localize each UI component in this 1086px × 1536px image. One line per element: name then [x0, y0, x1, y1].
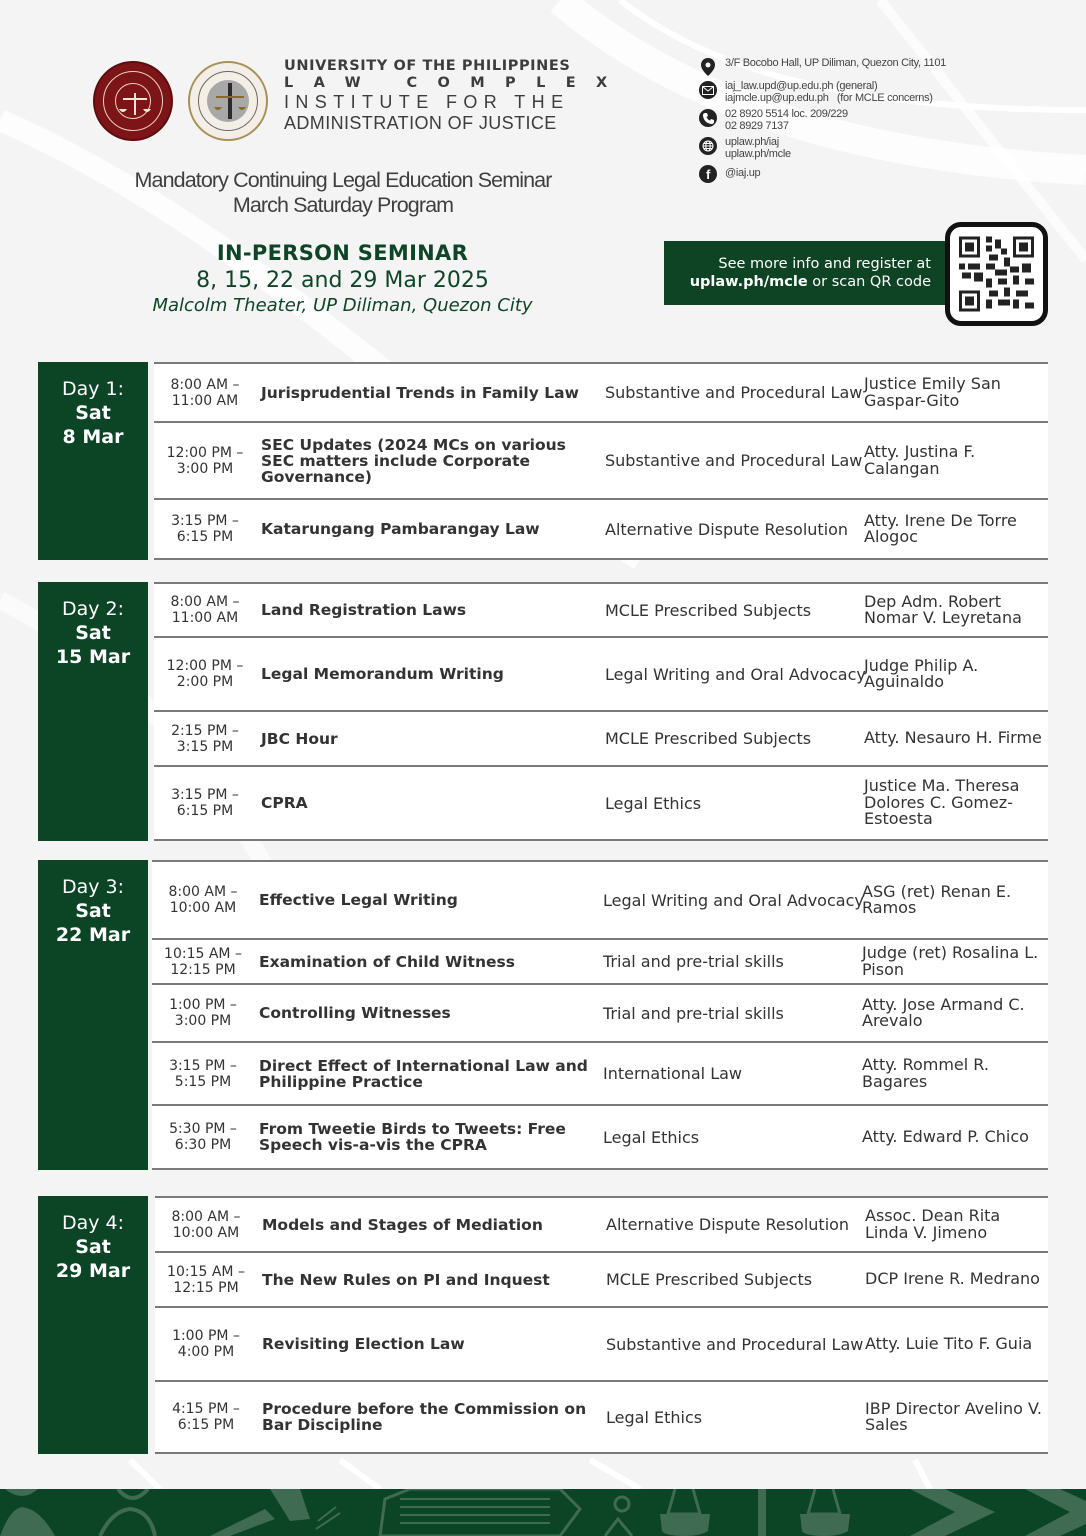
session-time: 3:15 PM – 5:15 PM	[169, 1057, 237, 1090]
globe-icon	[699, 137, 717, 155]
session-category: Legal Ethics	[603, 1127, 700, 1147]
session-speaker: DCP Irene R. Medrano	[865, 1269, 1040, 1289]
law-center-seal-icon	[188, 61, 268, 141]
org-line-3: INSTITUTE FOR THE	[284, 92, 570, 112]
location-pin-icon	[699, 58, 717, 76]
chevron-right-icon	[910, 1489, 1086, 1536]
day-2-sessions	[154, 582, 1048, 841]
session-category: Substantive and Procedural Law	[606, 1334, 864, 1354]
session-topic: Controlling Witnesses	[259, 1004, 451, 1022]
seminar-info	[80, 240, 605, 318]
day-3-label	[38, 860, 148, 1170]
session-topic: The New Rules on PI and Inquest	[262, 1270, 550, 1289]
session-row	[154, 584, 1048, 638]
phone-icon	[699, 109, 717, 127]
session-row	[154, 712, 1048, 767]
session-time: 8:00 AM – 10:00 AM	[168, 884, 238, 916]
day-1-sessions	[154, 362, 1048, 560]
session-topic: Effective Legal Writing	[259, 891, 458, 909]
session-time: 8:00 AM – 11:00 AM	[170, 594, 240, 626]
session-topic: Revisiting Election Law	[262, 1335, 465, 1353]
family-icon	[0, 1489, 155, 1536]
day-4-label	[38, 1196, 148, 1454]
register-link[interactable]: uplaw.ph/mcle	[689, 274, 808, 290]
day-number: Day 3:	[61, 876, 125, 898]
session-time: 12:00 PM – 2:00 PM	[166, 658, 244, 690]
session-topic: Jurisprudential Trends in Family Law	[261, 383, 579, 402]
website-iaj-link[interactable]: uplaw.ph/iaj	[725, 136, 779, 148]
contact-web	[699, 137, 1029, 160]
university-seal-icon	[93, 61, 173, 141]
session-row	[155, 1198, 1048, 1253]
gavel-icon	[210, 1489, 340, 1536]
session-category: Legal Ethics	[605, 793, 702, 813]
session-time: 2:15 PM – 3:15 PM	[171, 722, 239, 755]
register-line-2	[664, 273, 931, 291]
contact-facebook	[699, 165, 1029, 183]
session-category: MCLE Prescribed Subjects	[605, 729, 812, 748]
email-general-link[interactable]: iaj_law.upd@up.edu.ph (general)	[725, 80, 878, 92]
session-category: MCLE Prescribed Subjects	[606, 1270, 813, 1289]
session-row	[155, 1382, 1048, 1454]
session-topic: From Tweetie Birds to Tweets: Free Speech vis-a-vis the CPRA	[259, 1120, 566, 1154]
session-speaker: Dep Adm. Robert Nomar V. Leyretana	[864, 591, 1022, 627]
session-row	[152, 1043, 1048, 1106]
session-topic: JBC Hour	[261, 729, 338, 748]
session-time: 3:15 PM – 6:15 PM	[171, 787, 239, 819]
session-speaker: Assoc. Dean Rita Linda V. Jimeno	[865, 1206, 1001, 1242]
session-row	[152, 940, 1048, 985]
session-time: 1:00 PM – 3:00 PM	[169, 997, 237, 1029]
program-subtitle	[60, 168, 626, 218]
session-speaker: Atty. Irene De Torre Alogoc	[864, 510, 1017, 546]
session-category: Legal Writing and Oral Advocacy	[603, 890, 864, 910]
session-time: 10:15 AM – 12:15 PM	[167, 1263, 245, 1296]
session-speaker: Judge Philip A. Aguinaldo	[864, 655, 979, 691]
session-speaker: Atty. Nesauro H. Firme	[864, 728, 1042, 748]
session-row	[152, 1106, 1048, 1170]
day-number: Day 2:	[61, 598, 125, 620]
website-mcle-link[interactable]: uplaw.ph/mcle	[725, 147, 791, 160]
organization-name	[284, 58, 628, 134]
seminar-type: IN-PERSON SEMINAR	[216, 241, 469, 265]
session-time: 8:00 AM – 10:00 AM	[171, 1208, 241, 1241]
session-speaker: Atty. Rommel R. Bagares	[862, 1055, 989, 1091]
session-speaker: Atty. Luie Tito F. Guia	[865, 1333, 1033, 1353]
session-row	[154, 767, 1048, 841]
session-row	[155, 1253, 1048, 1308]
scales-of-justice-icon	[660, 1489, 850, 1536]
org-line-1: UNIVERSITY OF THE PHILIPPINES	[284, 58, 571, 74]
session-speaker: Atty. Edward P. Chico	[862, 1126, 1029, 1146]
session-speaker: Atty. Justina F. Calangan	[864, 442, 976, 478]
day-date: 29 Mar	[55, 1260, 131, 1282]
day-number: Day 1:	[61, 378, 125, 400]
session-topic: Legal Memorandum Writing	[261, 665, 504, 683]
session-category: Trial and pre-trial skills	[603, 952, 784, 971]
day-date: 15 Mar	[55, 646, 131, 668]
phone-1: 02 8920 5514 loc. 209/229	[725, 108, 848, 120]
session-topic: Models and Stages of Mediation	[262, 1215, 543, 1234]
facebook-handle-link[interactable]: @iaj.up	[725, 167, 761, 179]
session-time: 3:15 PM – 6:15 PM	[171, 513, 239, 545]
facebook-icon: f	[699, 165, 717, 183]
session-category: Legal Ethics	[606, 1407, 703, 1427]
session-time: 5:30 PM – 6:30 PM	[169, 1121, 237, 1153]
session-speaker: Justice Ma. Theresa Dolores C. Gomez-Estoesta	[864, 776, 1020, 829]
session-time: 4:15 PM – 6:15 PM	[172, 1401, 240, 1433]
register-line-1: See more info and register at	[718, 256, 931, 272]
session-row	[152, 985, 1048, 1043]
session-time: 10:15 AM – 12:15 PM	[164, 945, 242, 978]
session-topic: SEC Updates (2024 MCs on various SEC matters include Corporate Governance)	[261, 435, 566, 486]
crescent-star-icon	[605, 1497, 632, 1536]
session-category: International Law	[603, 1064, 743, 1083]
session-row	[154, 638, 1048, 712]
session-topic: Land Registration Laws	[261, 601, 467, 619]
day-2-block	[38, 582, 1048, 841]
qr-code-icon[interactable]	[945, 222, 1048, 326]
session-category: Substantive and Procedural Law	[605, 383, 863, 402]
day-number: Day 4:	[61, 1212, 125, 1234]
session-topic: Katarungang Pambarangay Law	[261, 520, 540, 538]
day-4-block	[38, 1196, 1048, 1454]
session-time: 8:00 AM – 11:00 AM	[170, 376, 240, 409]
session-row	[154, 500, 1048, 560]
day-1-block	[38, 362, 1048, 560]
seminar-dates: 8, 15, 22 and 29 Mar 2025	[196, 268, 489, 293]
day-1-label	[38, 362, 148, 560]
session-category: Legal Writing and Oral Advocacy	[605, 664, 866, 684]
session-topic: Procedure before the Commission on Bar Discipline	[262, 1400, 587, 1434]
day-weekday: Sat	[75, 402, 111, 424]
session-category: Substantive and Procedural Law	[605, 451, 863, 470]
subtitle-line-1: Mandatory Continuing Legal Education Seminar	[134, 168, 552, 192]
open-book-icon	[380, 1489, 580, 1536]
session-time: 12:00 PM – 3:00 PM	[166, 444, 244, 477]
contact-email	[699, 81, 1029, 104]
day-date: 8 Mar	[62, 426, 124, 448]
day-2-label	[38, 582, 148, 841]
session-speaker: Justice Emily San Gaspar-Gito	[864, 374, 1001, 410]
session-row	[155, 1308, 1048, 1382]
session-topic: Direct Effect of International Law and Philippine Practice	[259, 1056, 588, 1091]
session-speaker: ASG (ret) Renan E. Ramos	[862, 881, 1012, 917]
day-3-sessions	[152, 860, 1048, 1170]
session-speaker: IBP Director Avelino V. Sales	[865, 1398, 1042, 1434]
phone-2: 02 8929 7137	[725, 119, 789, 132]
footer-band	[0, 1489, 1086, 1536]
session-speaker: Judge (ret) Rosalina L. Pison	[862, 943, 1039, 979]
session-topic: CPRA	[261, 794, 308, 812]
seminar-venue: Malcolm Theater, UP Diliman, Quezon City	[152, 295, 533, 316]
day-date: 22 Mar	[55, 924, 131, 946]
address-text: 3/F Bocobo Hall, UP Diliman, Quezon City, 1101	[725, 57, 946, 69]
session-topic: Examination of Child Witness	[259, 952, 515, 971]
contact-address	[699, 58, 1029, 76]
day-3-block	[38, 860, 1048, 1170]
org-line-2: LAW COMPLEX	[284, 75, 628, 91]
register-line-2-rest: or scan QR code	[807, 274, 931, 290]
day-weekday: Sat	[75, 1236, 111, 1258]
day-weekday: Sat	[75, 900, 111, 922]
contact-info	[699, 58, 1029, 188]
email-mcle-link[interactable]: iajmcle.up@up.edu.ph (for MCLE concerns)	[725, 91, 933, 104]
session-category: MCLE Prescribed Subjects	[605, 600, 812, 620]
subtitle-line-2: March Saturday Program	[232, 193, 454, 217]
register-banner[interactable]	[664, 241, 948, 305]
session-speaker: Atty. Jose Armand C. Arevalo	[862, 994, 1025, 1030]
session-category: Alternative Dispute Resolution	[606, 1215, 850, 1234]
session-category: Alternative Dispute Resolution	[605, 519, 849, 539]
session-row	[154, 423, 1048, 500]
session-row	[154, 364, 1048, 423]
session-row	[152, 862, 1048, 940]
contact-phone	[699, 109, 1029, 132]
envelope-icon	[699, 81, 717, 99]
day-4-sessions	[155, 1196, 1048, 1454]
org-line-4: ADMINISTRATION OF JUSTICE	[284, 113, 557, 133]
session-category: Trial and pre-trial skills	[603, 1003, 784, 1023]
session-time: 1:00 PM – 4:00 PM	[172, 1328, 240, 1360]
day-weekday: Sat	[75, 622, 111, 644]
